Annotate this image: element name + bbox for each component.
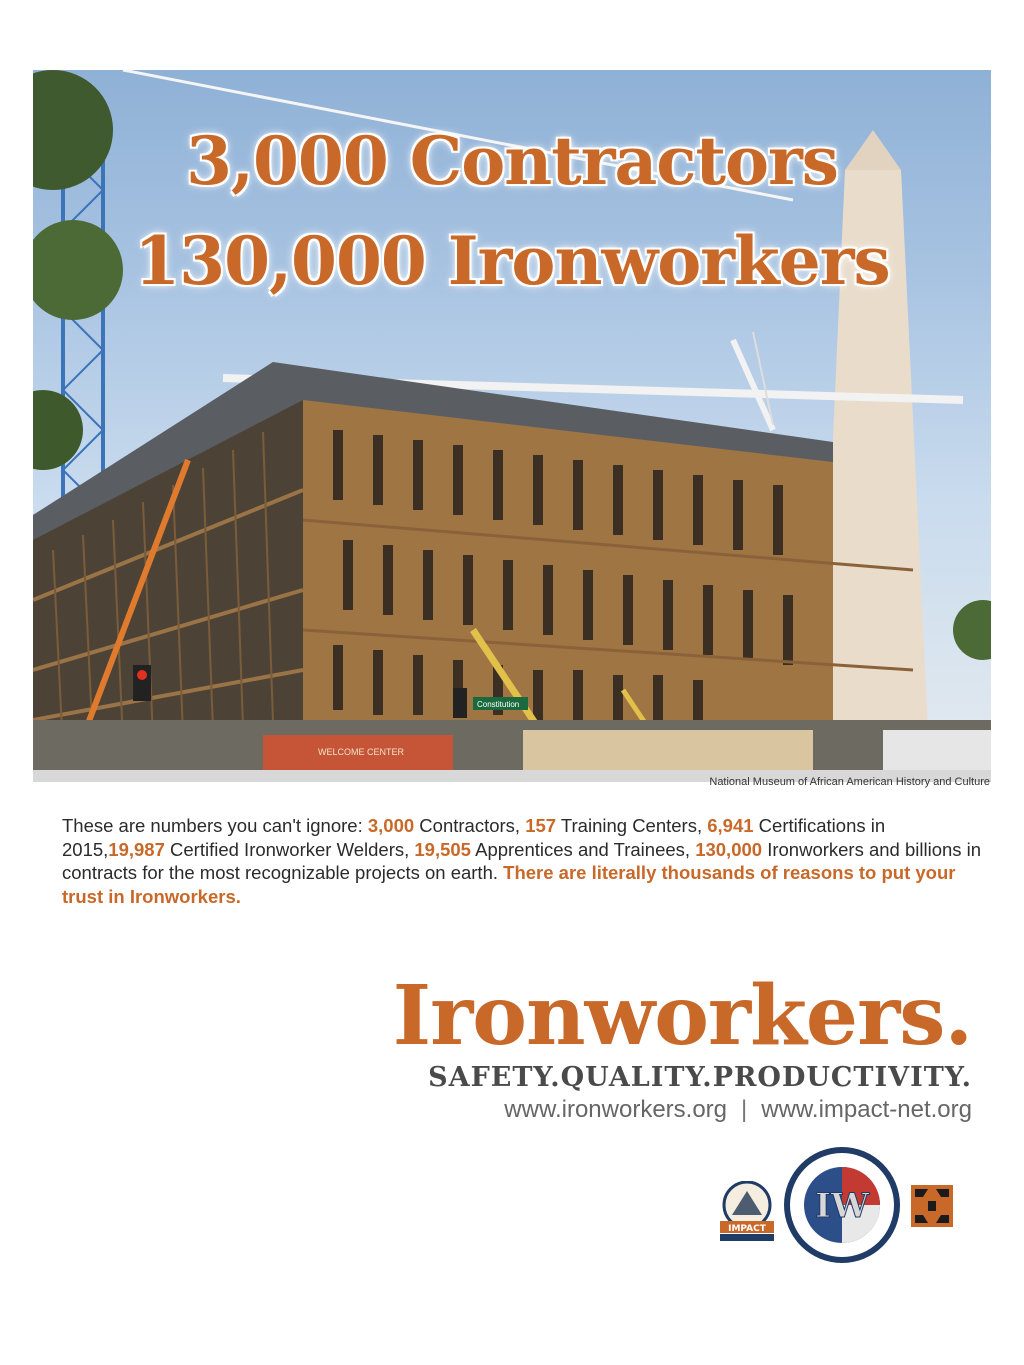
impact-logo-label: IMPACT [728,1224,766,1234]
body-text-5: Certified Ironworker Welders, [164,838,415,860]
url-line [504,1096,972,1124]
impact-url-link[interactable]: www.impact-net.org [761,1096,972,1123]
svg-text:Constitution: Constitution [477,700,520,709]
closing-statement: There are literally thousands of reasons to put your trust in Ironworkers. [62,862,956,907]
stat-ironworkers: 130,000 [695,838,763,860]
logo-row [718,1145,978,1275]
impact-logo-icon [718,1181,776,1243]
headline-ironworkers: 130,000 Ironworkers [134,222,890,300]
photo-caption: National Museum of African American History and Culture [709,776,990,788]
body-text-7: Ironworkers and billions in contracts for the most recognizable projects on earth. [62,838,982,883]
ironworkers-url-link[interactable]: www.ironworkers.org [504,1096,728,1123]
body-text-4: Certifications in 2015, [62,815,886,860]
stat-apprentices: 19,505 [414,838,471,860]
stat-contractors: 3,000 [367,815,415,836]
body-text-3: Training Centers, [556,815,708,836]
body-text-1: These are numbers you can't ignore: [62,815,368,836]
ironworkers-emblem-icon [911,1185,953,1227]
body-text-2: Contractors, [414,815,526,836]
svg-text:WELCOME CENTER: WELCOME CENTER [318,747,405,757]
brand-name: Ironworkers. [392,968,972,1064]
stat-welders: 19,987 [108,838,165,860]
url-separator: | [741,1096,748,1123]
brand-tagline: SAFETY.QUALITY.PRODUCTIVITY. [428,1062,972,1093]
body-text-6: Apprentices and Trainees, [470,838,696,860]
hero-photo [33,70,991,782]
body-paragraph [62,814,982,908]
headline-contractors: 3,000 Contractors [186,122,838,200]
stat-certifications: 6,941 [707,815,754,836]
iw-seal-icon [782,1145,902,1265]
seal-letters: IW [814,1186,870,1226]
stat-training-centers: 157 [525,815,557,836]
